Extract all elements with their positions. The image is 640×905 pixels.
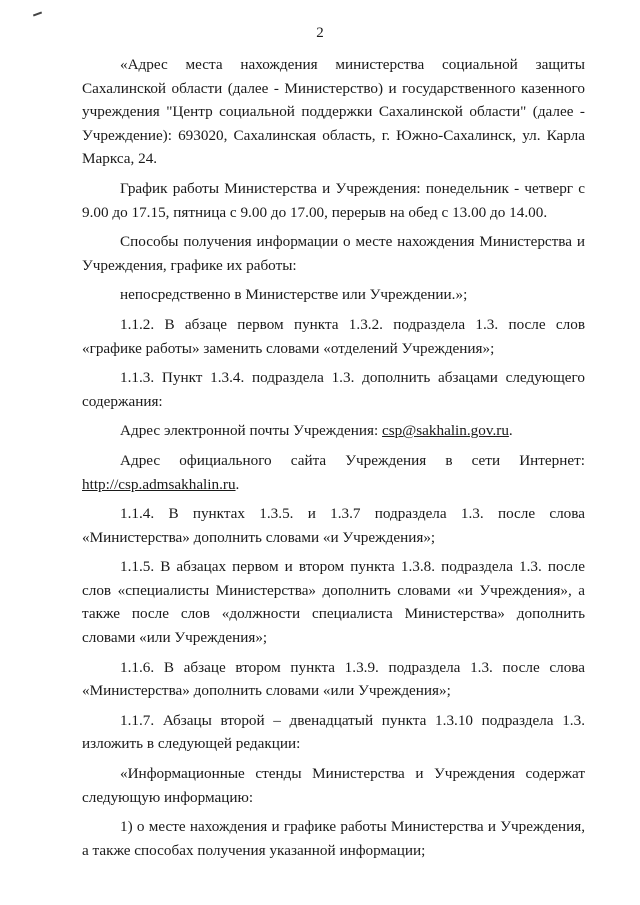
paragraph-site-label: Адрес официального сайта Учреждения в сети Интернет: bbox=[120, 451, 585, 469]
email-suffix: . bbox=[508, 422, 513, 440]
page-number: 2 bbox=[316, 25, 324, 41]
site-link[interactable]: http://csp.admsakhalin.ru bbox=[82, 475, 236, 493]
paragraph-email bbox=[82, 419, 585, 443]
email-label: Адрес электронной почты Учреждения: bbox=[120, 422, 383, 440]
paragraph-item-1: 1) о месте нахождения и графике работы Министерства и Учреждения, а также способах получения указанной информации; bbox=[82, 818, 585, 859]
email-link[interactable]: csp@sakhalin.gov.ru bbox=[382, 422, 509, 440]
paragraph-info-methods: Способы получения информации о месте нахождения Министерства и Учреждения, графике их работы: bbox=[82, 233, 585, 274]
paragraph-1-1-6: 1.1.6. В абзаце втором пункта 1.3.9. подраздела 1.3. после слова «Министерства» дополнить словами «или Учреждения»; bbox=[82, 658, 585, 700]
paragraph-1-1-5: 1.1.5. В абзацах первом и втором пункта 1.3.8. подраздела 1.3. после слов «специалисты Министерства» дополнить словами «и Учреждения», а также после слов «должности специалиста Министерства» дополнить словами «или Учреждения»; bbox=[82, 558, 585, 647]
paragraph-1-1-7: 1.1.7. Абзацы второй – двенадцатый пункта 1.3.10 подраздела 1.3. изложить в следующей редакции: bbox=[82, 711, 585, 753]
site-suffix: . bbox=[235, 475, 240, 493]
scan-mark bbox=[33, 12, 42, 17]
paragraph-1-1-3: 1.1.3. Пункт 1.3.4. подраздела 1.3. дополнить абзацами следующего содержания: bbox=[82, 369, 585, 410]
paragraph-1-1-2: 1.1.2. В абзаце первом пункта 1.3.2. подраздела 1.3. после слов «графике работы» заменить словами «отделений Учреждения»; bbox=[82, 315, 585, 357]
paragraph-site-url bbox=[82, 473, 585, 497]
document-body bbox=[82, 53, 585, 862]
paragraph-address: «Адрес места нахождения министерства социальной защиты Сахалинской области (далее - Министерство) и государственного казенного учреждения "Центр социальной поддержки Сахалинской области" (далее - Учреждение): 693020, Сахалинская область, г. Южно-Сахалинск, ул. Карла Маркса, 24. bbox=[82, 56, 585, 168]
paragraph-schedule: График работы Министерства и Учреждения: понедельник - четверг с 9.00 до 17.15, пятница с 9.00 до 17.00, перерыв на обед с 13.00 до 14.00. bbox=[82, 179, 585, 221]
paragraph-info-stands: «Информационные стенды Министерства и Учреждения содержат следующую информацию: bbox=[82, 765, 585, 806]
paragraph-directly: непосредственно в Министерстве или Учреждении.»; bbox=[120, 286, 468, 304]
paragraph-1-1-4: 1.1.4. В пунктах 1.3.5. и 1.3.7 подраздела 1.3. после слова «Министерства» дополнить словами «и Учреждения»; bbox=[82, 505, 585, 546]
